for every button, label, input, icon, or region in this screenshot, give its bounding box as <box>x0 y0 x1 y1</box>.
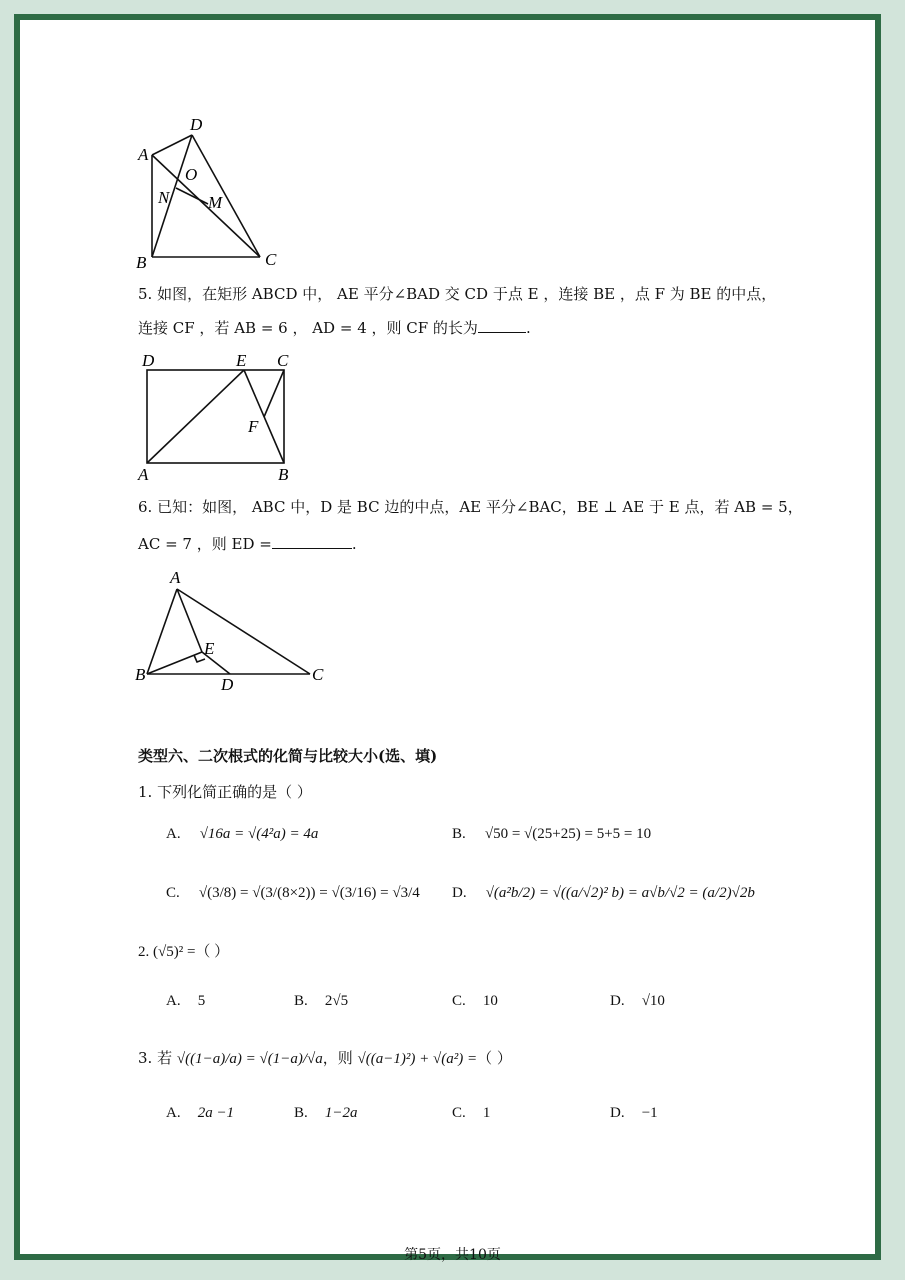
p3-option-A-value: 2a −1 <box>197 1105 235 1121</box>
p3-stem-prefix: 3. 若 <box>138 1049 173 1067</box>
option-label: B. <box>294 993 308 1009</box>
p2-option-D[interactable] <box>610 990 665 1010</box>
p3-option-B[interactable] <box>294 1102 357 1122</box>
p3-stem-end: （ ） <box>477 1049 512 1067</box>
p3-option-C[interactable] <box>452 1102 490 1122</box>
label-C: C <box>312 665 324 684</box>
option-label: D. <box>452 885 467 901</box>
q5-line2-end: . <box>525 319 531 337</box>
option-label: C. <box>452 1105 466 1121</box>
q6-line2 <box>138 534 357 554</box>
p3-option-D-value: −1 <box>641 1105 658 1121</box>
p2-option-A[interactable] <box>166 990 205 1010</box>
q6-line2-text: AC = 7 ，则 ED = <box>138 535 272 553</box>
q5-line2 <box>138 318 531 338</box>
p2-option-C[interactable] <box>452 990 498 1010</box>
q5-line2-text: 连接 CF ，若 AB = 6 ， AD = 4 ，则 CF 的长为 <box>138 319 478 337</box>
p1-option-A[interactable] <box>166 823 318 843</box>
label-E: E <box>236 351 247 370</box>
option-label: B. <box>294 1105 308 1121</box>
label-C: C <box>277 351 289 370</box>
option-label: A. <box>166 993 181 1009</box>
label-A: A <box>138 465 149 484</box>
label-D: D <box>190 115 203 134</box>
label-B: B <box>278 465 289 484</box>
p3-expression: √((a−1)²) + √(a²) = <box>357 1051 478 1067</box>
option-label: A. <box>166 826 181 842</box>
p3-stem <box>138 1048 512 1069</box>
p2-option-A-value: 5 <box>197 993 206 1009</box>
label-B: B <box>136 253 147 272</box>
p1-option-C-expr: √(3/8) = √(3/(8×2)) = √(3/16) = √3/4 <box>198 885 420 901</box>
label-A: A <box>138 145 149 164</box>
label-C: C <box>265 250 277 269</box>
figure-quadrilateral <box>130 110 290 275</box>
q6-line1: 6. 已知：如图， ABC 中，D 是 BC 边的中点，AE 平分∠BAC，BE ⊥ AE 于 E 点，若 AB = 5， <box>138 498 803 516</box>
p1-stem: 1. 下列化简正确的是（ ） <box>138 783 312 801</box>
p1-option-D-expr: √(a²b/2) = √((a/√2)² b) = a√b/√2 = (a/2)√2b <box>485 885 755 901</box>
label-E: E <box>204 639 215 658</box>
option-label: B. <box>452 826 466 842</box>
p1-option-C[interactable] <box>166 882 420 902</box>
option-label: C. <box>452 993 466 1009</box>
option-label: D. <box>610 993 625 1009</box>
label-N: N <box>158 188 170 207</box>
p1-option-A-expr: √16a = √(4²a) = 4a <box>199 826 319 842</box>
p2-stem: 2. (√5)² =（ ） <box>138 944 230 960</box>
page-footer: 第5页，共10页 <box>404 1247 501 1263</box>
label-D: D <box>142 351 155 370</box>
p3-stem-mid: ，则 <box>322 1049 353 1067</box>
q5-line1: 5. 如图，在矩形 ABCD 中， AE 平分∠BAD 交 CD 于点 E ，连接 BE ，点 F 为 BE 的中点， <box>138 285 777 303</box>
section-title: 类型六、二次根式的化简与比较大小(选、填) <box>138 747 438 765</box>
option-label: C. <box>166 885 180 901</box>
figure-triangle <box>130 564 330 694</box>
p3-option-B-value: 1−2a <box>324 1105 358 1121</box>
p3-option-D[interactable] <box>610 1102 658 1122</box>
label-A: A <box>170 568 181 587</box>
label-O: O <box>185 165 198 184</box>
label-D: D <box>221 675 234 694</box>
q5-answer-blank[interactable] <box>478 332 526 333</box>
option-label: A. <box>166 1105 181 1121</box>
q6-line2-end: . <box>351 535 357 553</box>
p3-option-A[interactable] <box>166 1102 234 1122</box>
figure-rectangle <box>130 348 305 486</box>
p2-option-D-value: √10 <box>641 993 665 1009</box>
p2-option-C-value: 10 <box>482 993 498 1009</box>
q6-answer-blank[interactable] <box>272 548 352 549</box>
label-F: F <box>248 417 259 436</box>
p2-option-B-value: 2√5 <box>324 993 349 1009</box>
option-label: D. <box>610 1105 625 1121</box>
p1-option-B-expr: √50 = √(25+25) = 5+5 = 10 <box>484 826 652 842</box>
p1-option-D[interactable] <box>452 882 755 902</box>
label-B: B <box>135 665 146 684</box>
label-M: M <box>208 193 223 212</box>
p3-option-C-value: 1 <box>482 1105 491 1121</box>
p2-option-B[interactable] <box>294 990 348 1010</box>
p3-condition: √((1−a)/a) = √(1−a)/√a <box>176 1051 323 1067</box>
p1-option-B[interactable] <box>452 823 651 843</box>
